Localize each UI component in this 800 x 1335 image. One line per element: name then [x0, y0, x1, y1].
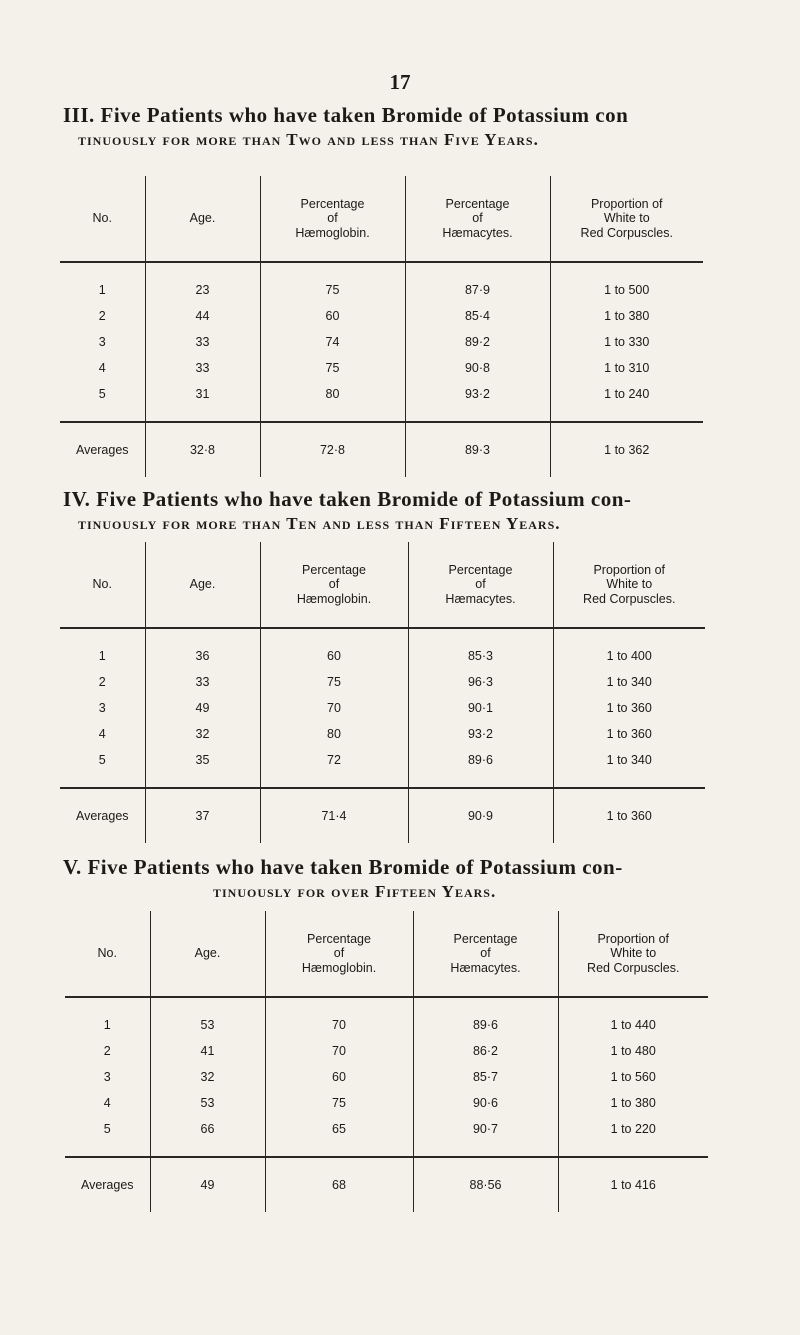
- table-cell: 37: [145, 788, 260, 843]
- table-cell: 85·3: [408, 628, 553, 669]
- section-4-heading-line1: IV. Five Patients who have taken Bromide of Potassium con-: [63, 487, 632, 511]
- table-cell: 2: [98, 675, 106, 689]
- table-cell: 93·2: [405, 381, 550, 422]
- table-cell: 70: [265, 1038, 413, 1064]
- table-cell: 60: [260, 303, 405, 329]
- averages-label: Averages: [60, 422, 145, 477]
- table-cell: 3: [98, 701, 106, 715]
- table-cell: 49: [150, 1157, 265, 1212]
- table-header-row: [60, 542, 705, 628]
- table-cell: 72·8: [260, 422, 405, 477]
- table-cell: 5: [103, 1122, 111, 1136]
- table-cell: 72: [260, 747, 408, 788]
- table-cell: 89·2: [405, 329, 550, 355]
- table-cell: 1: [98, 649, 106, 663]
- table-cell: 1 to 440: [558, 997, 708, 1038]
- table-cell: 88·56: [413, 1157, 558, 1212]
- table-cell: 85·4: [405, 303, 550, 329]
- column-header: Proportion of White to Red Corpuscles.: [553, 542, 705, 628]
- section-5-heading: [0, 855, 800, 902]
- table-row: [60, 628, 705, 669]
- table-row: [60, 721, 705, 747]
- table-cell: 1 to 380: [558, 1090, 708, 1116]
- table-cell: 60: [265, 1064, 413, 1090]
- section-4-heading: [0, 487, 800, 534]
- table-row: [60, 303, 703, 329]
- column-header: Percentage of Hæmoglobin.: [265, 911, 413, 997]
- section-4-table: [60, 542, 705, 843]
- table-cell: 89·3: [405, 422, 550, 477]
- table-row: [65, 1116, 708, 1157]
- averages-row: [60, 422, 703, 477]
- table-cell: 1 to 360: [553, 695, 705, 721]
- section-5-table: [65, 911, 708, 1212]
- table-cell: 32: [150, 1064, 265, 1090]
- section-3-heading-line2: tinuously for more than Two and less than Five Years.: [78, 130, 539, 149]
- table-cell: 75: [260, 669, 408, 695]
- table-cell: 93·2: [408, 721, 553, 747]
- column-header: No.: [60, 176, 145, 262]
- table-cell: 66: [150, 1116, 265, 1157]
- table-cell: 53: [150, 1090, 265, 1116]
- section-5-heading-line2: tinuously for over Fifteen Years.: [213, 882, 497, 901]
- table-cell: 1 to 480: [558, 1038, 708, 1064]
- table-cell: 1 to 330: [550, 329, 703, 355]
- table-cell: 85·7: [413, 1064, 558, 1090]
- table-cell: 5: [98, 387, 106, 401]
- table-cell: 1 to 340: [553, 747, 705, 788]
- table-cell: 33: [145, 355, 260, 381]
- table-cell: 1 to 360: [553, 721, 705, 747]
- table-cell: 71·4: [260, 788, 408, 843]
- table-cell: 60: [260, 628, 408, 669]
- table-cell: 96·3: [408, 669, 553, 695]
- table-cell: 90·7: [413, 1116, 558, 1157]
- table-cell: 68: [265, 1157, 413, 1212]
- table-row: [60, 329, 703, 355]
- table-cell: 70: [260, 695, 408, 721]
- table-row: [60, 381, 703, 422]
- table-cell: 1 to 362: [550, 422, 703, 477]
- table-row: [60, 262, 703, 303]
- table-cell: 1 to 220: [558, 1116, 708, 1157]
- section-3-table: [60, 176, 703, 477]
- page-number: 17: [389, 70, 411, 94]
- table-cell: 1: [103, 1018, 111, 1032]
- column-header: Percentage of Hæmacytes.: [408, 542, 553, 628]
- table-row: [65, 1064, 708, 1090]
- table-cell: 1 to 560: [558, 1064, 708, 1090]
- table-cell: 4: [98, 361, 106, 375]
- column-header: Age.: [145, 176, 260, 262]
- table-row: [65, 1090, 708, 1116]
- table-cell: 36: [145, 628, 260, 669]
- table-cell: 44: [145, 303, 260, 329]
- table-cell: 75: [260, 355, 405, 381]
- table-cell: 90·6: [413, 1090, 558, 1116]
- table-cell: 33: [145, 669, 260, 695]
- averages-row: [65, 1157, 708, 1212]
- table-cell: 1 to 500: [550, 262, 703, 303]
- column-header: No.: [65, 911, 150, 997]
- table-cell: 35: [145, 747, 260, 788]
- table-cell: 74: [260, 329, 405, 355]
- table-cell: 53: [150, 997, 265, 1038]
- table-cell: 31: [145, 381, 260, 422]
- column-header: Percentage of Hæmoglobin.: [260, 542, 408, 628]
- averages-row: [60, 788, 705, 843]
- table-row: [65, 1038, 708, 1064]
- table-cell: 86·2: [413, 1038, 558, 1064]
- table-cell: 33: [145, 329, 260, 355]
- table-cell: 1 to 360: [553, 788, 705, 843]
- table-cell: 89·6: [413, 997, 558, 1038]
- column-header: Percentage of Hæmacytes.: [413, 911, 558, 997]
- table-cell: 32: [145, 721, 260, 747]
- table-cell: 1 to 240: [550, 381, 703, 422]
- table-cell: 3: [103, 1070, 111, 1084]
- table-cell: 4: [98, 727, 106, 741]
- table-cell: 23: [145, 262, 260, 303]
- table-row: [65, 997, 708, 1038]
- table-cell: 1: [98, 283, 106, 297]
- table-cell: 70: [265, 997, 413, 1038]
- column-header: Proportion of White to Red Corpuscles.: [558, 911, 708, 997]
- table-cell: 75: [260, 262, 405, 303]
- table-cell: 90·1: [408, 695, 553, 721]
- table-cell: 4: [103, 1096, 111, 1110]
- table-cell: 89·6: [408, 747, 553, 788]
- table-row: [60, 747, 705, 788]
- column-header: Age.: [145, 542, 260, 628]
- column-header: Percentage of Hæmoglobin.: [260, 176, 405, 262]
- section-5-heading-line1: V. Five Patients who have taken Bromide of Potassium con-: [63, 855, 623, 879]
- column-header: Percentage of Hæmacytes.: [405, 176, 550, 262]
- section-3-heading-line1: III. Five Patients who have taken Bromide of Potassium con: [63, 103, 629, 127]
- table-cell: 80: [260, 381, 405, 422]
- table-cell: 75: [265, 1090, 413, 1116]
- table-cell: 1 to 400: [553, 628, 705, 669]
- table-cell: 49: [145, 695, 260, 721]
- table-cell: 87·9: [405, 262, 550, 303]
- table-cell: 1 to 310: [550, 355, 703, 381]
- table-header-row: [60, 176, 703, 262]
- table-cell: 5: [98, 753, 106, 767]
- table-cell: 41: [150, 1038, 265, 1064]
- table-cell: 90·9: [408, 788, 553, 843]
- table-row: [60, 695, 705, 721]
- table-cell: 1 to 380: [550, 303, 703, 329]
- section-3-heading: [0, 103, 800, 150]
- table-cell: 1 to 416: [558, 1157, 708, 1212]
- table-cell: 2: [103, 1044, 111, 1058]
- table-cell: 1 to 340: [553, 669, 705, 695]
- table-row: [60, 669, 705, 695]
- averages-label: Averages: [60, 788, 145, 843]
- table-cell: 32·8: [145, 422, 260, 477]
- section-4-heading-line2: tinuously for more than Ten and less than Fifteen Years.: [78, 514, 561, 533]
- table-cell: 2: [98, 309, 106, 323]
- table-header-row: [65, 911, 708, 997]
- table-cell: 3: [98, 335, 106, 349]
- table-cell: 80: [260, 721, 408, 747]
- column-header: Proportion of White to Red Corpuscles.: [550, 176, 703, 262]
- table-cell: 90·8: [405, 355, 550, 381]
- column-header: No.: [60, 542, 145, 628]
- table-cell: 65: [265, 1116, 413, 1157]
- column-header: Age.: [150, 911, 265, 997]
- averages-label: Averages: [65, 1157, 150, 1212]
- table-row: [60, 355, 703, 381]
